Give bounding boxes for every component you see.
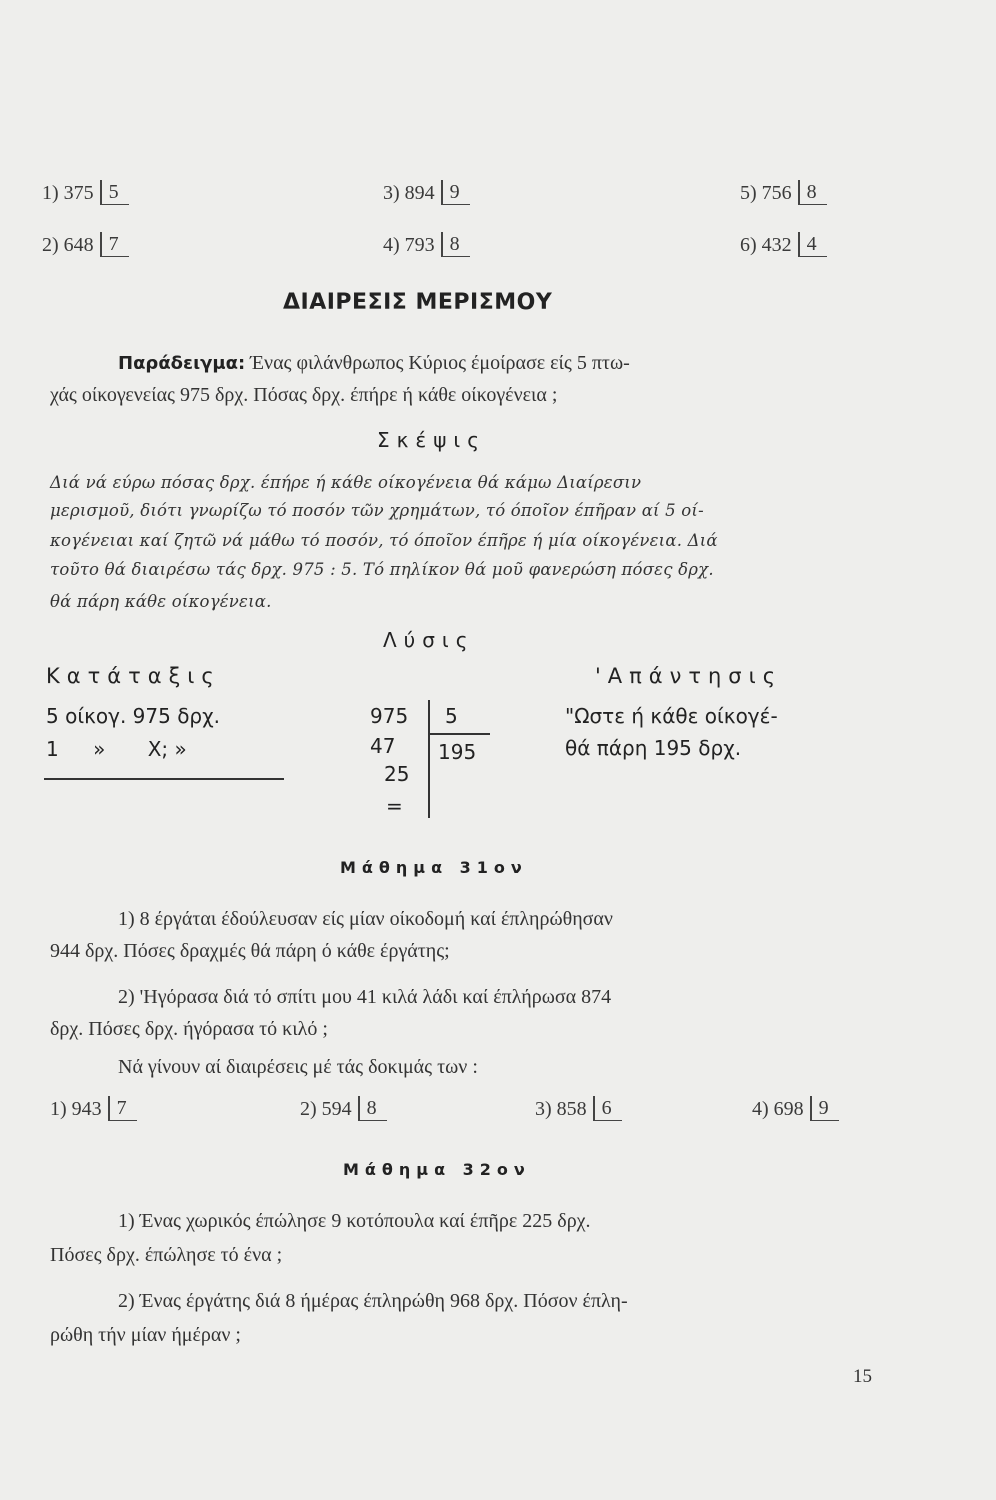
division-horizontal-line bbox=[428, 733, 490, 735]
exercise-number: 1) 943 bbox=[50, 1098, 102, 1120]
division-divisor: 5 bbox=[445, 704, 458, 728]
exercise-divisor: 5 bbox=[100, 180, 129, 205]
thought-title: Σκέψις bbox=[377, 428, 486, 452]
exercise-divisor: 6 bbox=[593, 1096, 622, 1121]
exercise-number: 5) 756 bbox=[740, 182, 792, 204]
exercise-divisor: 9 bbox=[810, 1096, 839, 1121]
lesson-32-title: Μάθημα 32ον bbox=[343, 1160, 531, 1179]
exercise-divisor: 8 bbox=[358, 1096, 387, 1121]
arrangement-row-2 bbox=[46, 737, 187, 761]
remainder-step-2: 25 bbox=[384, 762, 410, 786]
remainder-step-3: = bbox=[386, 794, 403, 818]
arr-row2-b: » bbox=[93, 737, 106, 761]
exercise-number: 2) 594 bbox=[300, 1098, 352, 1120]
example-line-1 bbox=[118, 348, 630, 379]
division-quotient: 195 bbox=[438, 740, 477, 764]
remainder-step-1: 47 bbox=[370, 734, 396, 758]
exercise-2 bbox=[42, 232, 129, 257]
thought-line-3: κογένειαι καί ζητῶ νά μάθω τό ποσόν, τό όποῖον έπῆρε ή μία οίκογένεια. Διά bbox=[50, 531, 718, 550]
exercise-divisor: 4 bbox=[798, 232, 827, 257]
example-label: Παράδειγμα: bbox=[118, 353, 246, 374]
lesson-31-problem-1-line-2: 944 δρχ. Πόσες δραχμές θά πάρη ό κάθε έργάτης; bbox=[50, 940, 450, 962]
lesson-32-problem-1-line-1: 1) Ένας χωρικός έπώλησε 9 κοτόπουλα καί έπῆρε 225 δρχ. bbox=[118, 1210, 591, 1232]
exercise-divisor: 9 bbox=[441, 180, 470, 205]
exercise-number: 6) 432 bbox=[740, 234, 792, 256]
exercise-4 bbox=[383, 232, 470, 257]
arrangement-underline bbox=[44, 778, 284, 780]
exercise-divisor: 8 bbox=[798, 180, 827, 205]
lesson-31-exercise-3 bbox=[535, 1096, 622, 1121]
exercise-5 bbox=[740, 180, 827, 205]
exercise-6 bbox=[740, 232, 827, 257]
example-line-2: χάς οίκογενείας 975 δρχ. Πόσας δρχ. έπήρε ή κάθε οίκογένεια ; bbox=[50, 384, 558, 406]
exercise-3 bbox=[383, 180, 470, 205]
exercise-number: 2) 648 bbox=[42, 234, 94, 256]
page-number: 15 bbox=[853, 1366, 872, 1387]
lesson-32-problem-2-line-2: ρώθη τήν μίαν ήμέραν ; bbox=[50, 1324, 241, 1346]
exercise-number: 4) 698 bbox=[752, 1098, 804, 1120]
exercise-divisor: 7 bbox=[108, 1096, 137, 1121]
arr-row2-c: Χ; » bbox=[147, 737, 187, 761]
lesson-31-exercise-2 bbox=[300, 1096, 387, 1121]
solution-title: Λύσις bbox=[383, 628, 475, 652]
lesson-31-problem-2-line-1: 2) 'Ηγόρασα διά τό σπίτι μου 41 κιλά λάδι καί έπλήρωσα 874 bbox=[118, 986, 612, 1008]
lesson-31-problem-2-line-2: δρχ. Πόσες δρχ. ήγόρασα τό κιλό ; bbox=[50, 1018, 328, 1040]
dividend: 975 bbox=[370, 704, 409, 728]
exercise-number: 1) 375 bbox=[42, 182, 94, 204]
lesson-31-exercise-4 bbox=[752, 1096, 839, 1121]
exercise-divisor: 8 bbox=[441, 232, 470, 257]
thought-line-5: θά πάρη κάθε οίκογένεια. bbox=[50, 592, 272, 611]
exercise-number: 3) 894 bbox=[383, 182, 435, 204]
example-text-1: Ένας φιλάνθρωπος Κύριος έμοίρασε είς 5 πτω- bbox=[245, 352, 630, 374]
lesson-31-exercise-1 bbox=[50, 1096, 137, 1121]
lesson-32-problem-1-line-2: Πόσες δρχ. έπώλησε τό ένα ; bbox=[50, 1244, 283, 1266]
answer-title: 'Απάντησις bbox=[595, 664, 783, 688]
lesson-31-title: Μάθημα 31ον bbox=[340, 858, 528, 877]
arrangement-title: Κατάταξις bbox=[46, 664, 221, 688]
thought-line-2: μερισμοῦ, διότι γνωρίζω τό ποσόν τῶν χρημάτων, τό όποῖον έπῆραν αί 5 οί- bbox=[50, 501, 704, 520]
lesson-32-problem-2-line-1: 2) Ένας έργάτης διά 8 ήμέρας έπληρώθη 968 δρχ. Πόσον έπλη- bbox=[118, 1290, 628, 1312]
arr-row2-a: 1 bbox=[46, 737, 59, 761]
thought-line-1: Διά νά εύρω πόσας δρχ. έπήρε ή κάθε οίκογένεια θά κάμω Διαίρεσιν bbox=[50, 473, 642, 492]
thought-line-4: τοῦτο θά διαιρέσω τάς δρχ. 975 : 5. Τό πηλίκον θά μοῦ φανερώση πόσες δρχ. bbox=[50, 560, 714, 579]
exercise-number: 3) 858 bbox=[535, 1098, 587, 1120]
section-title: ΔΙΑΙΡΕΣΙΣ ΜΕΡΙΣΜΟΥ bbox=[283, 290, 553, 315]
answer-line-2: θά πάρη 195 δρχ. bbox=[565, 736, 742, 760]
exercise-1 bbox=[42, 180, 129, 205]
division-vertical-line bbox=[428, 700, 430, 818]
exercise-divisor: 7 bbox=[100, 232, 129, 257]
arrangement-row-1: 5 οίκογ. 975 δρχ. bbox=[46, 704, 221, 728]
lesson-31-instruction: Νά γίνουν αί διαιρέσεις μέ τάς δοκιμάς των : bbox=[118, 1056, 478, 1078]
answer-line-1: "Ωστε ή κάθε οίκογέ- bbox=[565, 704, 778, 728]
lesson-31-problem-1-line-1: 1) 8 έργάται έδούλευσαν είς μίαν οίκοδομή καί έπληρώθησαν bbox=[118, 908, 613, 930]
exercise-number: 4) 793 bbox=[383, 234, 435, 256]
